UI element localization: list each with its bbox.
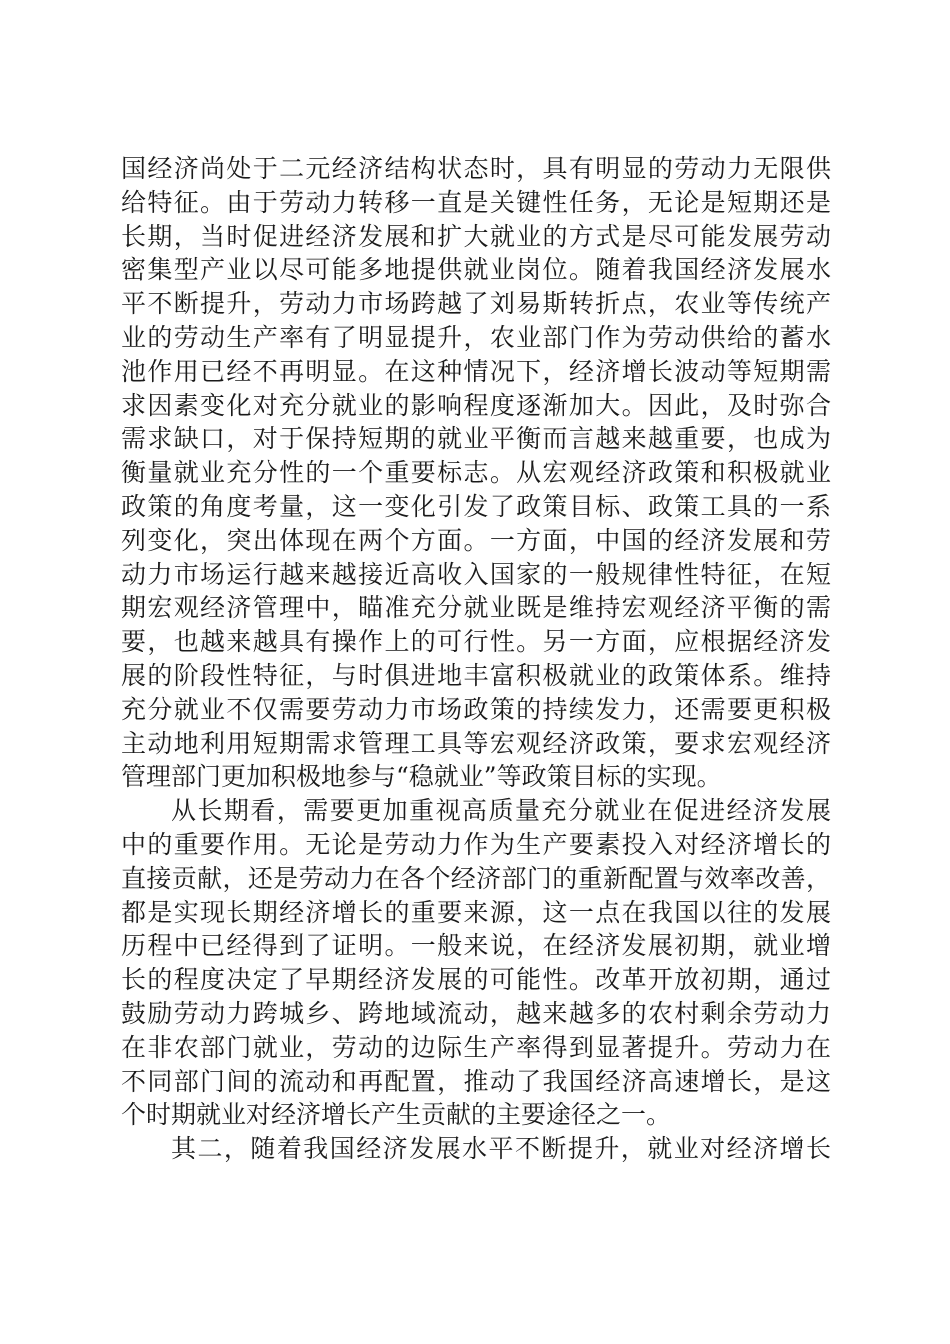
text-line: 国经济尚处于二元经济结构状态时，具有明显的劳动力无限供: [121, 154, 831, 183]
text-line: 密集型产业以尽可能多地提供就业岗位。随着我国经济发展水: [121, 255, 831, 285]
text-line: 主动地利用短期需求管理工具等宏观经济政策，要求宏观经济: [121, 728, 831, 758]
paragraph-start-line: 其二，随着我国经济发展水平不断提升，就业对经济增长: [171, 1134, 831, 1164]
text-line: 鼓励劳动力跨城乡、跨地域流动，越来越多的农村剩余劳动力: [121, 998, 831, 1028]
text-line: 直接贡献，还是劳动力在各个经济部门的重新配置与效率改善，: [121, 863, 831, 893]
body-text: [121, 152, 831, 1166]
text-line: 要，也越来越具有操作上的可行性。另一方面，应根据经济发: [121, 627, 831, 657]
text-line: 长的程度决定了早期经济发展的可能性。改革开放初期，通过: [121, 965, 831, 995]
text-line: 历程中已经得到了证明。一般来说，在经济发展初期，就业增: [121, 931, 831, 961]
text-line: 衡量就业充分性的一个重要标志。从宏观经济政策和积极就业: [121, 458, 831, 488]
text-line: 管理部门更加积极地参与“稳就业”等政策目标的实现。: [121, 762, 722, 792]
text-line: 个时期就业对经济增长产生贡献的主要途径之一。: [121, 1100, 672, 1130]
paragraph-start-line: 从长期看，需要更加重视高质量充分就业在促进经济发展: [171, 796, 831, 826]
text-line: 列变化，突出体现在两个方面。一方面，中国的经济发展和劳: [121, 525, 831, 555]
text-line: 求因素变化对充分就业的影响程度逐渐加大。因此，及时弥合: [121, 390, 831, 420]
text-line: 展的阶段性特征，与时俱进地丰富积极就业的政策体系。维持: [121, 660, 831, 690]
text-line: 平不断提升，劳动力市场跨越了刘易斯转折点，农业等传统产: [121, 289, 831, 319]
text-line: 中的重要作用。无论是劳动力作为生产要素投入对经济增长的: [121, 829, 831, 859]
text-line: 业的劳动生产率有了明显提升，农业部门作为劳动供给的蓄水: [121, 322, 831, 352]
text-line: 长期，当时促进经济发展和扩大就业的方式是尽可能发展劳动: [121, 221, 831, 251]
text-line: 给特征。由于劳动力转移一直是关键性任务，无论是短期还是: [121, 187, 831, 217]
text-line: 充分就业不仅需要劳动力市场政策的持续发力，还需要更积极: [121, 694, 831, 724]
text-line: 政策的角度考量，这一变化引发了政策目标、政策工具的一系: [121, 491, 831, 521]
text-line: 动力市场运行越来越接近高收入国家的一般规律性特征，在短: [121, 559, 831, 589]
text-line: 不同部门间的流动和再配置，推动了我国经济高速增长，是这: [121, 1066, 831, 1096]
text-line: 都是实现长期经济增长的重要来源，这一点在我国以往的发展: [121, 897, 831, 927]
text-line: 需求缺口，对于保持短期的就业平衡而言越来越重要，也成为: [121, 424, 831, 454]
text-line: 池作用已经不再明显。在这种情况下，经济增长波动等短期需: [121, 356, 831, 386]
text-line: 在非农部门就业，劳动的边际生产率得到显著提升。劳动力在: [121, 1032, 831, 1062]
text-line: 期宏观经济管理中，瞄准充分就业既是维持宏观经济平衡的需: [121, 593, 831, 623]
